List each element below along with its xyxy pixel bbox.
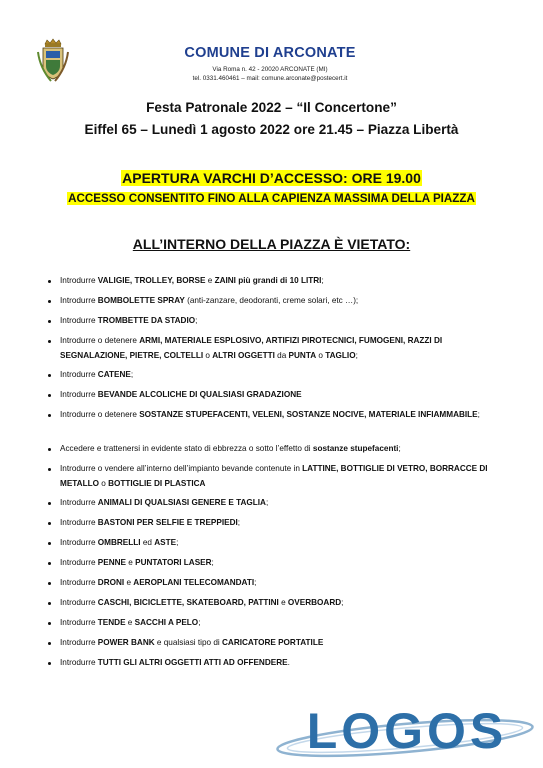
rule-emphasis: CARICATORE PORTATILE: [222, 638, 324, 647]
rule-text: o: [316, 350, 326, 360]
rule-emphasis: SACCHI A PELO: [134, 618, 199, 627]
prohibited-rule: [48, 388, 488, 403]
rule-text: Introdurre: [60, 638, 98, 647]
rule-emphasis: TUTTI GLI ALTRI OGGETTI ATTI AD OFFENDERE: [97, 658, 288, 667]
rule-text: Introdurre o detenere: [60, 336, 140, 345]
rule-text: e: [124, 578, 134, 587]
contact-line: tel. 0331.460461 – mail: comune.arconate@postecert.it: [192, 74, 348, 82]
bullet-icon: [48, 562, 51, 565]
rule-text: ed: [140, 538, 155, 547]
rule-emphasis: BOMBOLETTE SPRAY: [97, 296, 185, 305]
rule-text: Introdurre: [60, 276, 98, 285]
bullet-icon: [48, 394, 51, 397]
bullet-icon: [48, 602, 51, 605]
bullet-icon: [48, 414, 51, 417]
municipality-title: COMUNE DI ARCONATE: [184, 45, 356, 61]
rule-text: Introdurre: [60, 538, 98, 547]
event-title: Festa Patronale 2022 – “Il Concertone”: [146, 100, 397, 115]
municipality-address: [150, 66, 390, 83]
bullet-icon: [48, 374, 51, 377]
rule-text: Introdurre: [60, 316, 98, 325]
rule-text: ;: [211, 558, 214, 567]
opening-time-text: APERTURA VARCHI D’ACCESSO: ORE 19.00: [122, 170, 421, 186]
rule-emphasis: BEVANDE ALCOLICHE DI QUALSIASI GRADAZIONE: [97, 390, 302, 399]
prohibited-rule: [48, 442, 488, 457]
rule-text: ;: [254, 578, 257, 587]
rule-emphasis: ALTRI OGGETTI: [212, 350, 275, 360]
rule-text: .: [287, 658, 290, 667]
bullet-icon: [48, 582, 51, 585]
prohibited-rule: [48, 294, 488, 309]
bullet-icon: [48, 522, 51, 525]
rule-text: ;: [321, 276, 324, 285]
rule-text: Introdurre: [60, 296, 98, 305]
opening-banner: [0, 170, 543, 186]
prohibited-rule: [48, 368, 488, 383]
bullet-icon: [48, 468, 51, 471]
rule-emphasis: CATENE: [97, 370, 131, 379]
bullet-icon: [48, 320, 51, 323]
bullet-icon: [48, 280, 51, 283]
bullet-icon: [48, 622, 51, 625]
prohibited-rule: [48, 596, 488, 611]
rule-text: (anti-zanzare, deodoranti, creme solari, etc …);: [184, 296, 359, 305]
prohibited-rule: [48, 656, 488, 671]
rule-emphasis: LATTINE, BOTTIGLIE DI VETRO, BORRACCE DI METALLO: [60, 464, 488, 488]
rule-emphasis: POWER BANK: [97, 638, 155, 647]
bullet-icon: [48, 542, 51, 545]
rule-text: e: [126, 558, 136, 567]
rule-emphasis: TAGLIO: [325, 350, 356, 360]
prohibited-rule: [48, 462, 488, 492]
rule-text: Introdurre: [60, 498, 98, 507]
bullet-icon: [48, 642, 51, 645]
prohibited-rule: [48, 408, 488, 423]
rule-text: Introdurre: [60, 658, 98, 667]
prohibited-rule: [48, 576, 488, 591]
bullet-icon: [48, 662, 51, 665]
rule-text: Introdurre: [60, 618, 98, 627]
rule-emphasis: PENNE: [97, 558, 126, 567]
rule-emphasis: ZAINI più grandi di 10 LITRI: [214, 276, 322, 285]
rule-emphasis: CASCHI, BICICLETTE, SKATEBOARD, PATTINI: [97, 598, 279, 607]
rule-emphasis: PUNTATORI LASER: [135, 558, 212, 567]
logos-text: LOGOS: [306, 703, 508, 759]
rule-text: ;: [195, 316, 198, 325]
event-details: Eiffel 65 – Lunedì 1 agosto 2022 ore 21.45 – Piazza Libertà: [84, 122, 459, 137]
rule-text: ;: [198, 618, 201, 627]
rule-emphasis: OVERBOARD: [287, 598, 342, 607]
rule-text: e: [205, 276, 215, 285]
bullet-icon: [48, 448, 51, 451]
rule-text: ;: [130, 370, 134, 379]
rule-emphasis: TENDE: [97, 618, 126, 627]
capacity-banner: [0, 192, 543, 205]
rule-emphasis: ANIMALI DI QUALSIASI GENERE E TAGLIA: [97, 498, 266, 507]
rule-emphasis: BASTONI PER SELFIE E TREPPIEDI: [97, 518, 238, 527]
rule-text: Introdurre: [60, 558, 98, 567]
logos-watermark-logo: [270, 694, 540, 766]
prohibited-rule: [48, 536, 488, 551]
prohibited-rule: [48, 314, 488, 329]
rule-text: ;: [237, 518, 241, 527]
rule-text: ;: [176, 538, 179, 547]
rule-emphasis: OMBRELLI: [97, 538, 141, 547]
rule-emphasis: AEROPLANI TELECOMANDATI: [133, 578, 255, 587]
rule-text: da: [274, 350, 289, 360]
address-line: Via Roma n. 42 - 20020 ARCONATE (MI): [212, 66, 328, 73]
rule-text: ;: [265, 498, 269, 507]
rule-text: e qualsiasi tipo di: [154, 638, 222, 647]
prohibited-rule: [48, 516, 488, 531]
rule-text: Accedere e trattenersi in evidente stato di ebbrezza o sotto l’effetto di: [60, 444, 313, 453]
prohibited-heading: ALL’INTERNO DELLA PIAZZA È VIETATO:: [132, 236, 411, 252]
prohibited-rule: [48, 636, 488, 651]
rule-emphasis: BOTTIGLIE DI PLASTICA: [108, 478, 206, 488]
prohibited-rule: [48, 496, 488, 511]
bullet-icon: [48, 502, 51, 505]
rule-text: Introdurre: [60, 518, 98, 527]
municipal-crest-logo: [36, 38, 70, 84]
rule-emphasis: PUNTA: [288, 350, 317, 360]
rule-text: Introdurre o vendere all’interno dell’impianto bevande contenute in: [60, 464, 303, 473]
rule-text: Introdurre: [60, 370, 98, 379]
rule-text: ;: [355, 350, 358, 360]
rule-emphasis: VALIGIE, TROLLEY, BORSE: [97, 276, 206, 285]
rule-text: Introdurre: [60, 578, 98, 587]
rule-text: o: [203, 350, 213, 360]
prohibited-rule: [48, 274, 488, 289]
rule-text: ;: [398, 444, 401, 453]
prohibited-rule: [48, 616, 488, 631]
rule-text: o: [98, 478, 109, 488]
prohibited-rule: [48, 334, 488, 364]
rule-text: Introdurre: [60, 390, 98, 399]
rule-text: e: [125, 618, 135, 627]
rule-emphasis: ASTE: [154, 538, 177, 547]
rule-text: Introdurre: [60, 598, 98, 607]
rule-emphasis: DRONI: [97, 578, 125, 587]
rule-text: e: [278, 598, 288, 607]
bullet-icon: [48, 340, 51, 343]
rule-text: Introdurre o detenere: [60, 410, 140, 419]
rule-emphasis: ARMI, MATERIALE ESPLOSIVO, ARTIFIZI PIROTECNICI, FUMOGENI, RAZZI DI SEGNALAZIONE, PIETRE, COLTELLI: [60, 336, 443, 360]
rule-emphasis: SOSTANZE STUPEFACENTI, VELENI, SOSTANZE NOCIVE, MATERIALE INFIAMMABILE: [139, 410, 478, 419]
rule-text: ;: [341, 598, 344, 607]
capacity-text: ACCESSO CONSENTITO FINO ALLA CAPIENZA MASSIMA DELLA PIAZZA: [68, 192, 475, 205]
bullet-icon: [48, 300, 51, 303]
prohibited-rule: [48, 556, 488, 571]
rule-emphasis: sostanze stupefacenti: [312, 444, 399, 453]
rule-text: ;: [477, 410, 480, 419]
rule-emphasis: TROMBETTE DA STADIO: [97, 316, 196, 325]
